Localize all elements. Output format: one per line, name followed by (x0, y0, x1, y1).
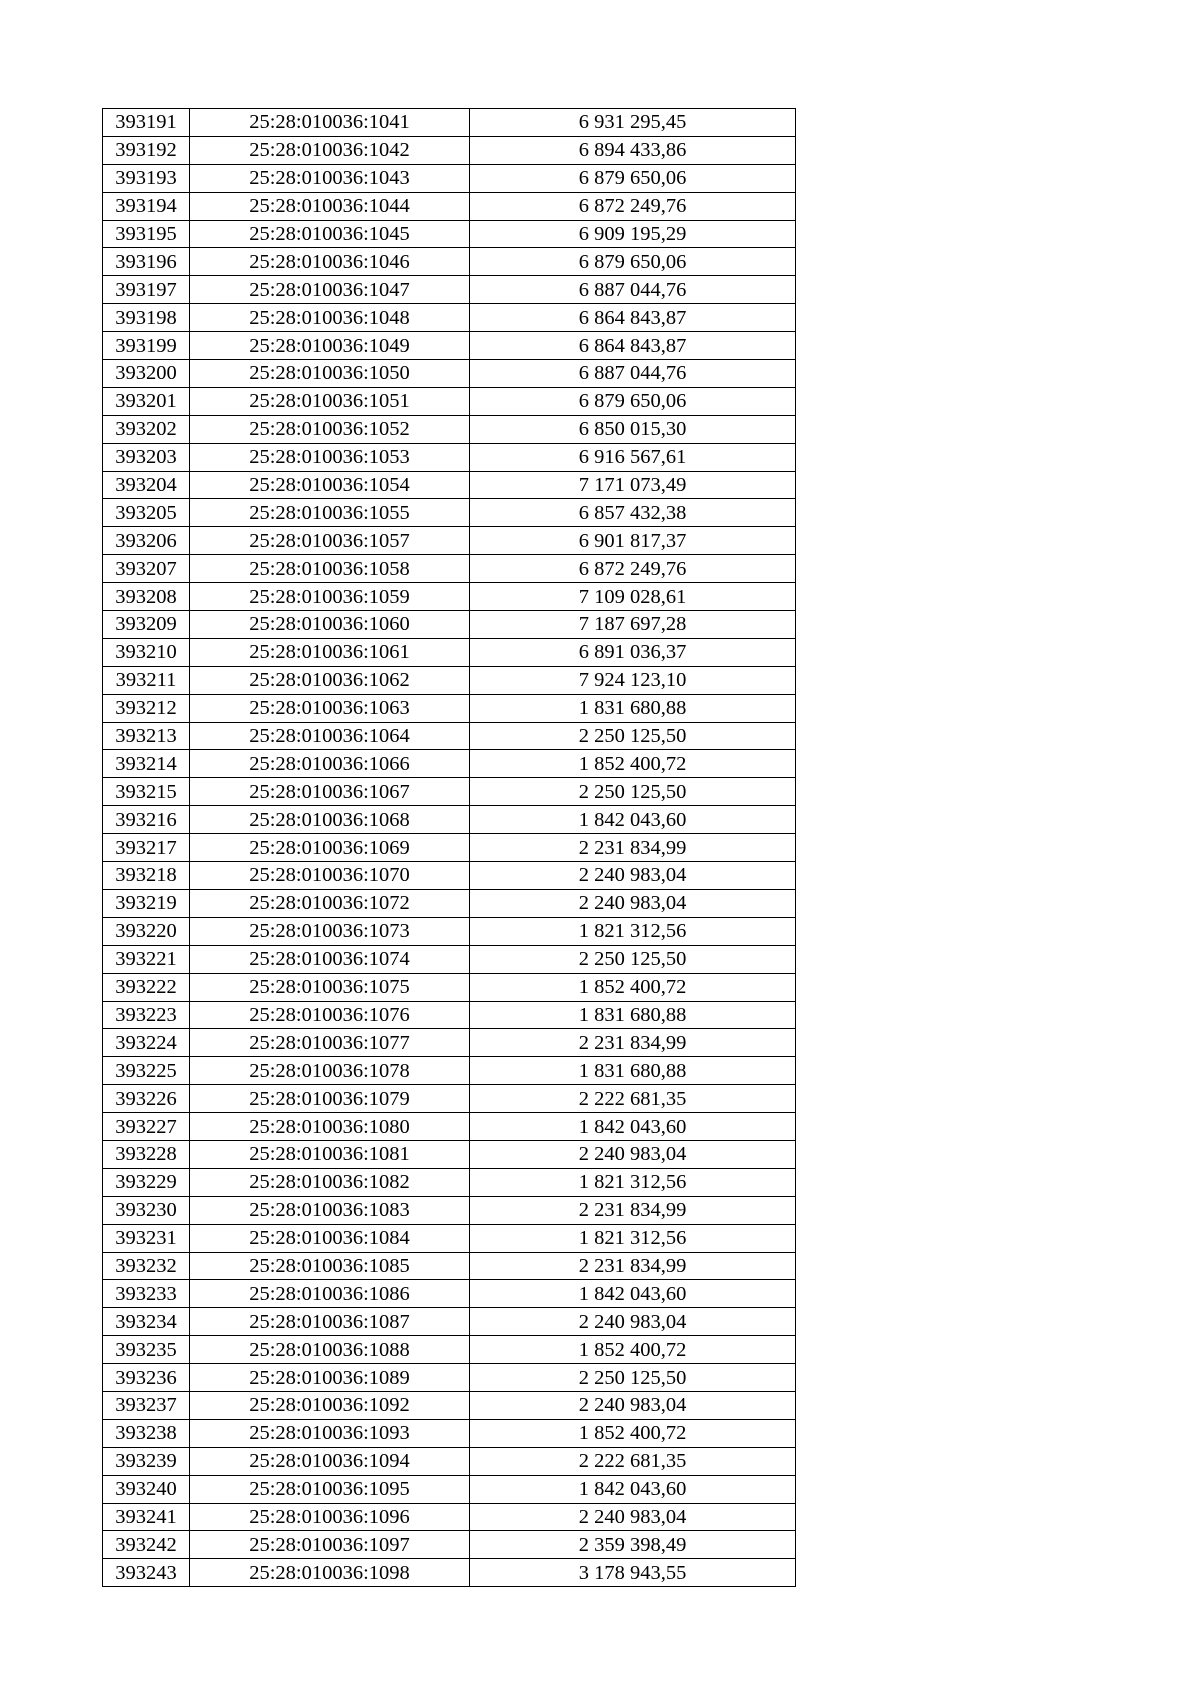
cadastral-value-cell: 2 359 398,49 (470, 1531, 796, 1559)
row-number-cell: 393210 (103, 638, 190, 666)
table-row (103, 611, 796, 639)
cadastral-value-cell: 6 887 044,76 (470, 276, 796, 304)
cadastral-value-cell: 2 250 125,50 (470, 945, 796, 973)
table-body (103, 109, 796, 1587)
cadastral-value-cell: 1 831 680,88 (470, 1001, 796, 1029)
table-row (103, 304, 796, 332)
row-number-cell: 393216 (103, 806, 190, 834)
cadastral-value-cell: 6 909 195,29 (470, 220, 796, 248)
cadastral-value-cell: 2 240 983,04 (470, 862, 796, 890)
row-number-cell: 393209 (103, 611, 190, 639)
table-row (103, 1113, 796, 1141)
row-number-cell: 393233 (103, 1280, 190, 1308)
cadastral-number-cell: 25:28:010036:1085 (190, 1252, 470, 1280)
row-number-cell: 393224 (103, 1029, 190, 1057)
row-number-cell: 393218 (103, 862, 190, 890)
cadastral-number-cell: 25:28:010036:1064 (190, 722, 470, 750)
cadastral-value-cell: 2 231 834,99 (470, 1252, 796, 1280)
table-row (103, 1196, 796, 1224)
cadastral-number-cell: 25:28:010036:1095 (190, 1475, 470, 1503)
cadastral-value-cell: 2 222 681,35 (470, 1085, 796, 1113)
table-row (103, 109, 796, 137)
cadastral-value-cell: 2 250 125,50 (470, 1364, 796, 1392)
cadastral-value-cell: 1 842 043,60 (470, 1113, 796, 1141)
table-row (103, 248, 796, 276)
row-number-cell: 393236 (103, 1364, 190, 1392)
table-row (103, 750, 796, 778)
cadastral-number-cell: 25:28:010036:1058 (190, 555, 470, 583)
row-number-cell: 393201 (103, 387, 190, 415)
row-number-cell: 393223 (103, 1001, 190, 1029)
row-number-cell: 393211 (103, 666, 190, 694)
row-number-cell: 393196 (103, 248, 190, 276)
table-row (103, 973, 796, 1001)
cadastral-value-cell: 1 852 400,72 (470, 750, 796, 778)
row-number-cell: 393225 (103, 1057, 190, 1085)
cadastral-value-cell: 2 240 983,04 (470, 889, 796, 917)
cadastral-number-cell: 25:28:010036:1084 (190, 1224, 470, 1252)
cadastral-value-cell: 1 842 043,60 (470, 806, 796, 834)
row-number-cell: 393226 (103, 1085, 190, 1113)
cadastral-value-cell: 1 852 400,72 (470, 1419, 796, 1447)
cadastral-value-cell: 1 852 400,72 (470, 973, 796, 1001)
cadastral-number-cell: 25:28:010036:1094 (190, 1447, 470, 1475)
cadastral-number-cell: 25:28:010036:1079 (190, 1085, 470, 1113)
cadastral-number-cell: 25:28:010036:1083 (190, 1196, 470, 1224)
cadastral-number-cell: 25:28:010036:1063 (190, 694, 470, 722)
table-row (103, 806, 796, 834)
row-number-cell: 393200 (103, 360, 190, 388)
table-row (103, 834, 796, 862)
row-number-cell: 393194 (103, 192, 190, 220)
cadastral-number-cell: 25:28:010036:1092 (190, 1391, 470, 1419)
row-number-cell: 393197 (103, 276, 190, 304)
table-row (103, 1336, 796, 1364)
cadastral-number-cell: 25:28:010036:1072 (190, 889, 470, 917)
cadastral-value-cell: 6 864 843,87 (470, 332, 796, 360)
table-row (103, 192, 796, 220)
table-row (103, 387, 796, 415)
cadastral-number-cell: 25:28:010036:1047 (190, 276, 470, 304)
table-row (103, 778, 796, 806)
cadastral-number-cell: 25:28:010036:1070 (190, 862, 470, 890)
row-number-cell: 393204 (103, 471, 190, 499)
cadastral-value-cell: 2 250 125,50 (470, 778, 796, 806)
cadastral-value-cell: 6 894 433,86 (470, 136, 796, 164)
table-row (103, 1280, 796, 1308)
cadastral-value-cell: 6 887 044,76 (470, 360, 796, 388)
table-row (103, 332, 796, 360)
table-row (103, 164, 796, 192)
cadastral-number-cell: 25:28:010036:1045 (190, 220, 470, 248)
row-number-cell: 393228 (103, 1140, 190, 1168)
cadastral-value-cell: 6 891 036,37 (470, 638, 796, 666)
cadastral-number-cell: 25:28:010036:1073 (190, 917, 470, 945)
cadastral-value-cell: 2 240 983,04 (470, 1391, 796, 1419)
row-number-cell: 393195 (103, 220, 190, 248)
cadastral-number-cell: 25:28:010036:1080 (190, 1113, 470, 1141)
row-number-cell: 393227 (103, 1113, 190, 1141)
cadastral-value-cell: 2 222 681,35 (470, 1447, 796, 1475)
cadastral-number-cell: 25:28:010036:1076 (190, 1001, 470, 1029)
table-row (103, 666, 796, 694)
table-row (103, 889, 796, 917)
row-number-cell: 393191 (103, 109, 190, 137)
table-row (103, 638, 796, 666)
cadastral-value-cell: 6 879 650,06 (470, 387, 796, 415)
table-row (103, 1503, 796, 1531)
table-row (103, 555, 796, 583)
table-row (103, 136, 796, 164)
table-row (103, 1447, 796, 1475)
cadastral-number-cell: 25:28:010036:1051 (190, 387, 470, 415)
cadastral-number-cell: 25:28:010036:1053 (190, 443, 470, 471)
cadastral-value-cell: 6 872 249,76 (470, 192, 796, 220)
table-row (103, 1475, 796, 1503)
cadastral-value-cell: 2 231 834,99 (470, 1029, 796, 1057)
row-number-cell: 393238 (103, 1419, 190, 1447)
cadastral-value-cell: 1 842 043,60 (470, 1280, 796, 1308)
table-row (103, 862, 796, 890)
cadastral-value-cell: 2 240 983,04 (470, 1140, 796, 1168)
table-row (103, 471, 796, 499)
cadastral-number-cell: 25:28:010036:1042 (190, 136, 470, 164)
cadastral-value-cell: 3 178 943,55 (470, 1559, 796, 1587)
cadastral-number-cell: 25:28:010036:1067 (190, 778, 470, 806)
table-row (103, 415, 796, 443)
cadastral-value-cell: 2 231 834,99 (470, 1196, 796, 1224)
row-number-cell: 393243 (103, 1559, 190, 1587)
cadastral-value-cell: 7 924 123,10 (470, 666, 796, 694)
cadastral-number-cell: 25:28:010036:1043 (190, 164, 470, 192)
table-row (103, 1085, 796, 1113)
table-row (103, 220, 796, 248)
cadastral-value-cell: 6 879 650,06 (470, 164, 796, 192)
cadastral-number-cell: 25:28:010036:1087 (190, 1308, 470, 1336)
cadastral-number-cell: 25:28:010036:1057 (190, 527, 470, 555)
cadastral-value-cell: 6 916 567,61 (470, 443, 796, 471)
cadastral-number-cell: 25:28:010036:1059 (190, 583, 470, 611)
table-row (103, 917, 796, 945)
table-row (103, 1252, 796, 1280)
cadastral-value-cell: 1 831 680,88 (470, 1057, 796, 1085)
row-number-cell: 393206 (103, 527, 190, 555)
row-number-cell: 393208 (103, 583, 190, 611)
row-number-cell: 393229 (103, 1168, 190, 1196)
cadastral-value-cell: 1 821 312,56 (470, 1168, 796, 1196)
row-number-cell: 393235 (103, 1336, 190, 1364)
cadastral-number-cell: 25:28:010036:1060 (190, 611, 470, 639)
row-number-cell: 393202 (103, 415, 190, 443)
table-row (103, 1531, 796, 1559)
table-row (103, 443, 796, 471)
row-number-cell: 393237 (103, 1391, 190, 1419)
cadastral-number-cell: 25:28:010036:1086 (190, 1280, 470, 1308)
cadastral-number-cell: 25:28:010036:1088 (190, 1336, 470, 1364)
table-row (103, 583, 796, 611)
row-number-cell: 393219 (103, 889, 190, 917)
row-number-cell: 393241 (103, 1503, 190, 1531)
cadastral-value-cell: 7 171 073,49 (470, 471, 796, 499)
table-row (103, 527, 796, 555)
table-row (103, 499, 796, 527)
cadastral-value-cell: 6 864 843,87 (470, 304, 796, 332)
table-row (103, 1391, 796, 1419)
cadastral-value-cell: 6 850 015,30 (470, 415, 796, 443)
row-number-cell: 393242 (103, 1531, 190, 1559)
cadastral-number-cell: 25:28:010036:1046 (190, 248, 470, 276)
cadastral-number-cell: 25:28:010036:1097 (190, 1531, 470, 1559)
cadastral-number-cell: 25:28:010036:1074 (190, 945, 470, 973)
table-row (103, 945, 796, 973)
cadastral-value-cell: 1 821 312,56 (470, 917, 796, 945)
row-number-cell: 393239 (103, 1447, 190, 1475)
cadastral-value-cell: 1 852 400,72 (470, 1336, 796, 1364)
cadastral-number-cell: 25:28:010036:1075 (190, 973, 470, 1001)
table-row (103, 360, 796, 388)
cadastral-number-cell: 25:28:010036:1054 (190, 471, 470, 499)
table-row (103, 1559, 796, 1587)
cadastral-number-cell: 25:28:010036:1069 (190, 834, 470, 862)
row-number-cell: 393234 (103, 1308, 190, 1336)
cadastral-number-cell: 25:28:010036:1068 (190, 806, 470, 834)
cadastral-value-cell: 2 240 983,04 (470, 1308, 796, 1336)
cadastral-value-cell: 1 831 680,88 (470, 694, 796, 722)
cadastral-value-cell: 6 857 432,38 (470, 499, 796, 527)
table-row (103, 694, 796, 722)
table-row (103, 1057, 796, 1085)
cadastral-number-cell: 25:28:010036:1049 (190, 332, 470, 360)
cadastral-number-cell: 25:28:010036:1082 (190, 1168, 470, 1196)
cadastral-value-cell: 2 240 983,04 (470, 1503, 796, 1531)
table-row (103, 1419, 796, 1447)
table-row (103, 276, 796, 304)
cadastral-value-cell: 2 231 834,99 (470, 834, 796, 862)
cadastral-value-cell: 1 821 312,56 (470, 1224, 796, 1252)
row-number-cell: 393240 (103, 1475, 190, 1503)
cadastral-value-cell: 6 879 650,06 (470, 248, 796, 276)
row-number-cell: 393217 (103, 834, 190, 862)
table-row (103, 1308, 796, 1336)
table-row (103, 1029, 796, 1057)
cadastral-value-cell: 7 109 028,61 (470, 583, 796, 611)
cadastral-value-cell: 7 187 697,28 (470, 611, 796, 639)
row-number-cell: 393220 (103, 917, 190, 945)
cadastral-number-cell: 25:28:010036:1050 (190, 360, 470, 388)
row-number-cell: 393205 (103, 499, 190, 527)
table-row (103, 1168, 796, 1196)
table-row (103, 1224, 796, 1252)
table-row (103, 1364, 796, 1392)
row-number-cell: 393198 (103, 304, 190, 332)
row-number-cell: 393222 (103, 973, 190, 1001)
cadastral-number-cell: 25:28:010036:1055 (190, 499, 470, 527)
cadastral-number-cell: 25:28:010036:1061 (190, 638, 470, 666)
row-number-cell: 393215 (103, 778, 190, 806)
cadastral-value-cell: 6 901 817,37 (470, 527, 796, 555)
row-number-cell: 393193 (103, 164, 190, 192)
row-number-cell: 393207 (103, 555, 190, 583)
cadastral-value-cell: 6 931 295,45 (470, 109, 796, 137)
row-number-cell: 393192 (103, 136, 190, 164)
cadastral-value-cell: 1 842 043,60 (470, 1475, 796, 1503)
cadastral-number-cell: 25:28:010036:1066 (190, 750, 470, 778)
table-row (103, 1140, 796, 1168)
cadastral-number-cell: 25:28:010036:1078 (190, 1057, 470, 1085)
cadastral-number-cell: 25:28:010036:1081 (190, 1140, 470, 1168)
cadastral-number-cell: 25:28:010036:1089 (190, 1364, 470, 1392)
row-number-cell: 393199 (103, 332, 190, 360)
cadastral-value-cell: 2 250 125,50 (470, 722, 796, 750)
row-number-cell: 393203 (103, 443, 190, 471)
cadastral-number-cell: 25:28:010036:1052 (190, 415, 470, 443)
table-row (103, 1001, 796, 1029)
cadastral-number-cell: 25:28:010036:1093 (190, 1419, 470, 1447)
row-number-cell: 393232 (103, 1252, 190, 1280)
row-number-cell: 393212 (103, 694, 190, 722)
cadastral-number-cell: 25:28:010036:1044 (190, 192, 470, 220)
cadastral-number-cell: 25:28:010036:1041 (190, 109, 470, 137)
row-number-cell: 393230 (103, 1196, 190, 1224)
cadastral-number-cell: 25:28:010036:1077 (190, 1029, 470, 1057)
row-number-cell: 393231 (103, 1224, 190, 1252)
cadastral-number-cell: 25:28:010036:1062 (190, 666, 470, 694)
table-row (103, 722, 796, 750)
row-number-cell: 393221 (103, 945, 190, 973)
cadastral-number-cell: 25:28:010036:1048 (190, 304, 470, 332)
cadastral-number-cell: 25:28:010036:1096 (190, 1503, 470, 1531)
row-number-cell: 393213 (103, 722, 190, 750)
cadastral-number-cell: 25:28:010036:1098 (190, 1559, 470, 1587)
cadastral-value-cell: 6 872 249,76 (470, 555, 796, 583)
cadastral-value-table (102, 108, 796, 1587)
row-number-cell: 393214 (103, 750, 190, 778)
